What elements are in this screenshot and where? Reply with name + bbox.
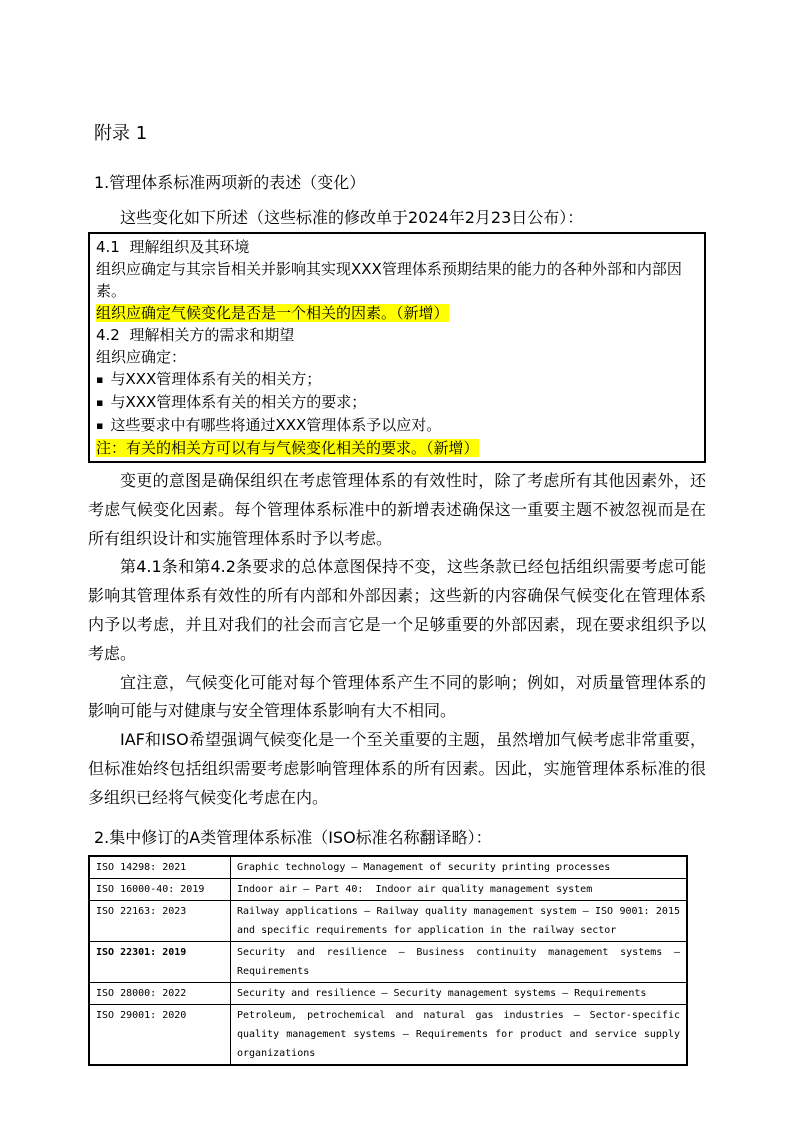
box-line-text: 这些要求中有哪些将通过XXX管理体系予以应对。	[110, 416, 442, 434]
appendix-title: 附录 1	[94, 123, 148, 144]
revised-standards-table	[88, 855, 688, 1066]
section1-heading: 1.管理体系标准两项新的表述（变化）	[94, 173, 366, 192]
standard-title-cell: Railway applications — Railway quality management system — ISO 9001: 2015 and specific requirements for application in the railway sector	[231, 900, 688, 941]
box-line-text: 4.1 理解组织及其环境	[96, 238, 250, 256]
square-bullet-icon: ▪	[96, 373, 104, 386]
box-bullet-item	[96, 414, 698, 437]
body-paragraph: IAF和ISO希望强调气候变化是一个至关重要的主题，虽然增加气候考虑非常重要，但标准始终包括组织需要考虑影响管理体系的所有因素。因此，实施管理体系标准的很多组织已经将气候变化考虑在内。	[88, 730, 706, 807]
table-row	[89, 856, 687, 879]
standard-id-cell: ISO 29001: 2020	[89, 1004, 231, 1065]
box-clause-4-1-new-highlight	[96, 302, 698, 324]
standard-id-cell: ISO 16000-40: 2019	[89, 878, 231, 900]
standard-title-cell: Security and resilience — Business continuity management systems — Requirements	[231, 941, 688, 982]
table-row	[89, 982, 687, 1004]
standard-title-cell: Security and resilience — Security management systems — Requirements	[231, 982, 688, 1004]
section1-paragraphs	[88, 467, 706, 813]
standard-title-cell: Petroleum, petrochemical and natural gas industries — Sector-specific quality management systems — Requirements for product and service supply organizations	[231, 1004, 688, 1065]
standard-id-cell: ISO 28000: 2022	[89, 982, 231, 1004]
box-clause-4-1-heading	[96, 236, 698, 258]
box-clause-4-2-heading	[96, 324, 698, 346]
standard-title-cell: Indoor air — Part 40: Indoor air quality management system	[231, 878, 688, 900]
square-bullet-icon: ▪	[96, 419, 104, 432]
box-note-new-highlight	[96, 437, 698, 459]
box-line-text: 与XXX管理体系有关的相关方；	[110, 370, 322, 388]
table-row	[89, 878, 687, 900]
document-content	[88, 122, 706, 1066]
box-bullet-item	[96, 368, 698, 391]
square-bullet-icon: ▪	[96, 396, 104, 409]
body-paragraph: 第4.1条和第4.2条要求的总体意图保持不变，这些条款已经包括组织需要考虑可能影响其管理体系有效性的所有内部和外部因素；这些新的内容确保气候变化在管理体系内予以考虑，并且对我们的社会而言它是一个足够重要的外部因素，现在要求组织予以考虑。	[88, 557, 706, 663]
section2-heading: 2.集中修订的A类管理体系标准（ISO标准名称翻译略）：	[94, 827, 492, 847]
box-line-text: 4.2 理解相关方的需求和期望	[96, 326, 295, 344]
standard-excerpt-box	[88, 232, 706, 463]
box-line-text: 组织应确定：	[96, 348, 187, 366]
standard-id-cell-bold: ISO 22301: 2019	[89, 941, 231, 982]
box-bullet-item	[96, 391, 698, 414]
highlighted-text: 组织应确定气候变化是否是一个相关的因素。（新增）	[96, 304, 449, 322]
section1-intro: 这些变化如下所述（这些标准的修改单于2024年2月23日公布）：	[120, 208, 584, 227]
table-row	[89, 1004, 687, 1065]
box-line-text: 组织应确定与其宗旨相关并影响其实现XXX管理体系预期结果的能力的各种外部和内部因素。	[96, 260, 682, 300]
body-paragraph: 变更的意图是确保组织在考虑管理体系的有效性时，除了考虑所有其他因素外，还考虑气候变化因素。每个管理体系标准中的新增表述确保这一重要主题不被忽视而是在所有组织设计和实施管理体系时予以考虑。	[88, 471, 706, 548]
standard-id-cell: ISO 22163: 2023	[89, 900, 231, 941]
box-line-text: 与XXX管理体系有关的相关方的要求；	[110, 393, 367, 411]
standard-id-cell: ISO 14298: 2021	[89, 856, 231, 879]
box-clause-4-2-lead	[96, 346, 698, 368]
table-row	[89, 941, 687, 982]
box-clause-4-1-body	[96, 258, 698, 302]
body-paragraph: 宜注意，气候变化可能对每个管理体系产生不同的影响；例如，对质量管理体系的影响可能与对健康与安全管理体系影响有大不相同。	[88, 672, 706, 721]
standard-title-cell: Graphic technology — Management of security printing processes	[231, 856, 688, 879]
highlighted-text: 注：有关的相关方可以有与气候变化相关的要求。（新增）	[96, 439, 479, 457]
table-row	[89, 900, 687, 941]
